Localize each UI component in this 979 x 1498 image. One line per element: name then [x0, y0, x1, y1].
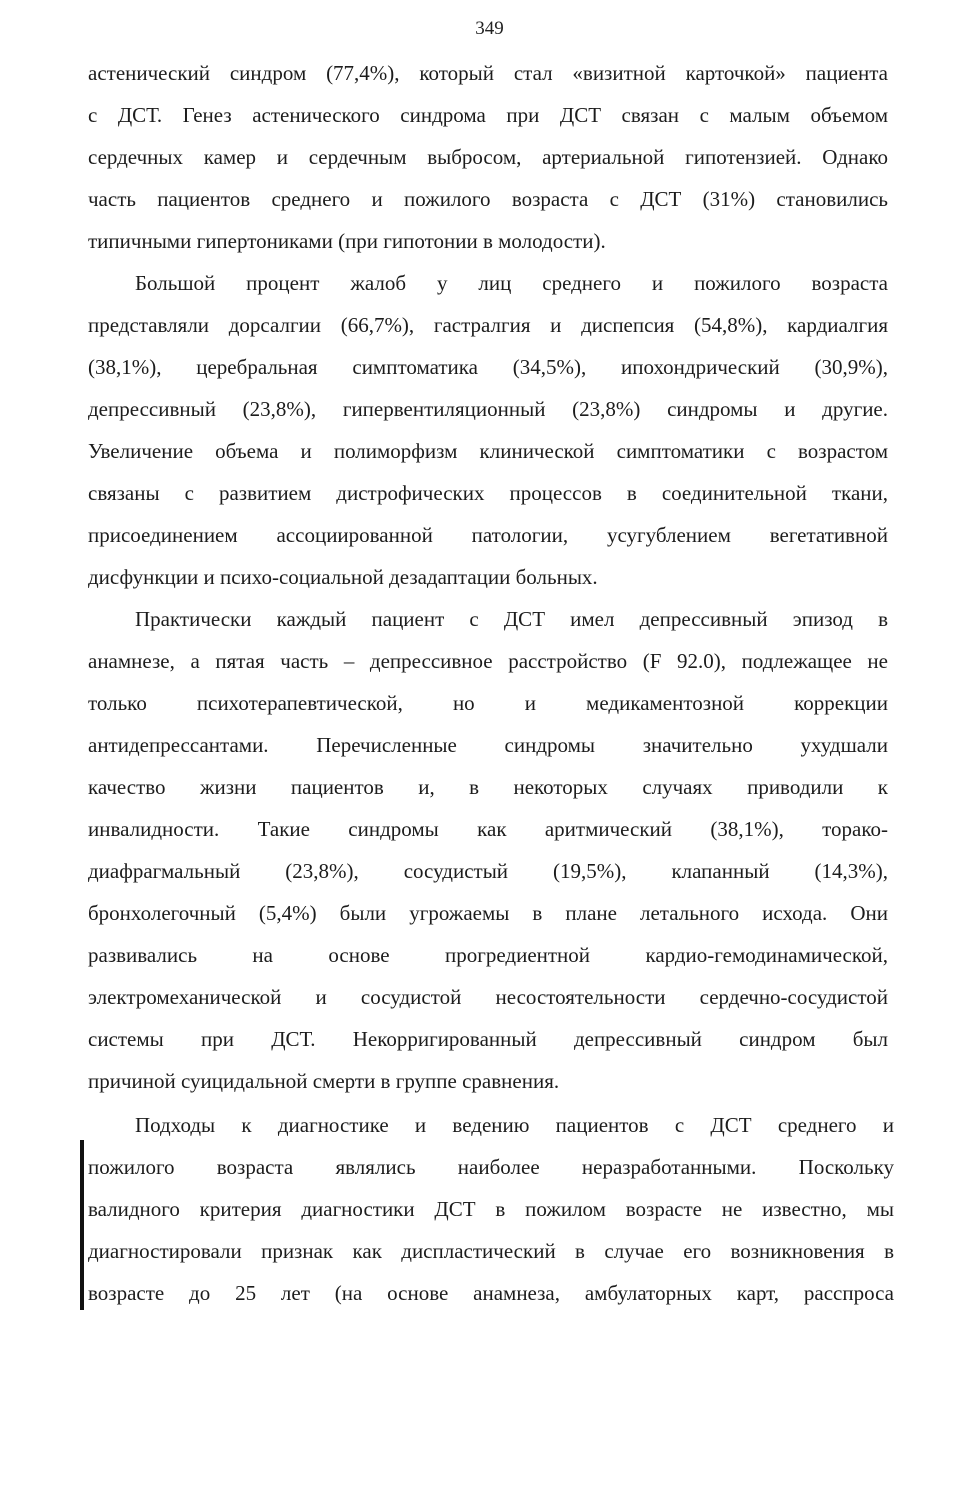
margin-bar — [80, 1140, 84, 1310]
text-line: только психотерапевтической, но и медикаментозной коррекции — [88, 691, 888, 715]
text-line: с ДСТ. Генез астенического синдрома при ДСТ связан с малым объемом — [88, 103, 888, 127]
text-line: системы при ДСТ. Некорригированный депрессивный синдром был — [88, 1027, 888, 1051]
text-line: типичными гипертониками (при гипотонии в молодости). — [88, 229, 606, 253]
text-line: (38,1%), церебральная симптоматика (34,5%), ипохондрический (30,9%), — [88, 355, 888, 379]
text-line: валидного критерия диагностики ДСТ в пожилом возрасте не известно, мы — [88, 1197, 894, 1221]
text-line: астенический синдром (77,4%), который стал «визитной карточкой» пациента — [88, 61, 888, 85]
text-line: качество жизни пациентов и, в некоторых случаях приводили к — [88, 775, 888, 799]
text-line: связаны с развитием дистрофических процессов в соединительной ткани, — [88, 481, 888, 505]
text-line: развивались на основе прогредиентной кардио-гемодинамической, — [88, 943, 888, 967]
text-line: пожилого возраста являлись наиболее неразработанными. Поскольку — [88, 1155, 894, 1179]
text-line: инвалидности. Такие синдромы как аритмический (38,1%), торако- — [88, 817, 888, 841]
text-line: Большой процент жалоб у лиц среднего и пожилого возраста — [135, 271, 888, 295]
text-line: причиной суицидальной смерти в группе сравнения. — [88, 1069, 560, 1093]
text-line: дисфункции и психо-социальной дезадаптации больных. — [88, 565, 598, 589]
text-line: присоединением ассоциированной патологии, усугублением вегетативной — [88, 523, 888, 547]
text-line: часть пациентов среднего и пожилого возраста с ДСТ (31%) становились — [88, 187, 888, 211]
text-line: представляли дорсалгии (66,7%), гастралгия и диспепсия (54,8%), кардиалгия — [88, 313, 888, 337]
text-line: Подходы к диагностике и ведению пациентов с ДСТ среднего и — [135, 1113, 894, 1137]
text-line: возрасте до 25 лет (на основе анамнеза, амбулаторных карт, расспроса — [88, 1281, 894, 1305]
text-line: электромеханической и сосудистой несостоятельности сердечно-сосудистой — [88, 985, 888, 1009]
text-line: Увеличение объема и полиморфизм клинической симптоматики с возрастом — [88, 439, 888, 463]
text-line: депрессивный (23,8%), гипервентиляционный (23,8%) синдромы и другие. — [88, 397, 888, 421]
text-line: диагностировали признак как диспластический в случае его возникновения в — [88, 1239, 894, 1263]
text-line: анамнезе, а пятая часть – депрессивное расстройство (F 92.0), подлежащее не — [88, 649, 888, 673]
text-line: антидепрессантами. Перечисленные синдромы значительно ухудшали — [88, 733, 888, 757]
text-line: бронхолегочный (5,4%) были угрожаемы в плане летального исхода. Они — [88, 901, 888, 925]
page-number: 349 — [475, 18, 504, 39]
text-line: диафрагмальный (23,8%), сосудистый (19,5%), клапанный (14,3%), — [88, 859, 888, 883]
text-line: сердечных камер и сердечным выбросом, артериальной гипотензией. Однако — [88, 145, 888, 169]
text-line: Практически каждый пациент с ДСТ имел депрессивный эпизод в — [135, 607, 888, 631]
